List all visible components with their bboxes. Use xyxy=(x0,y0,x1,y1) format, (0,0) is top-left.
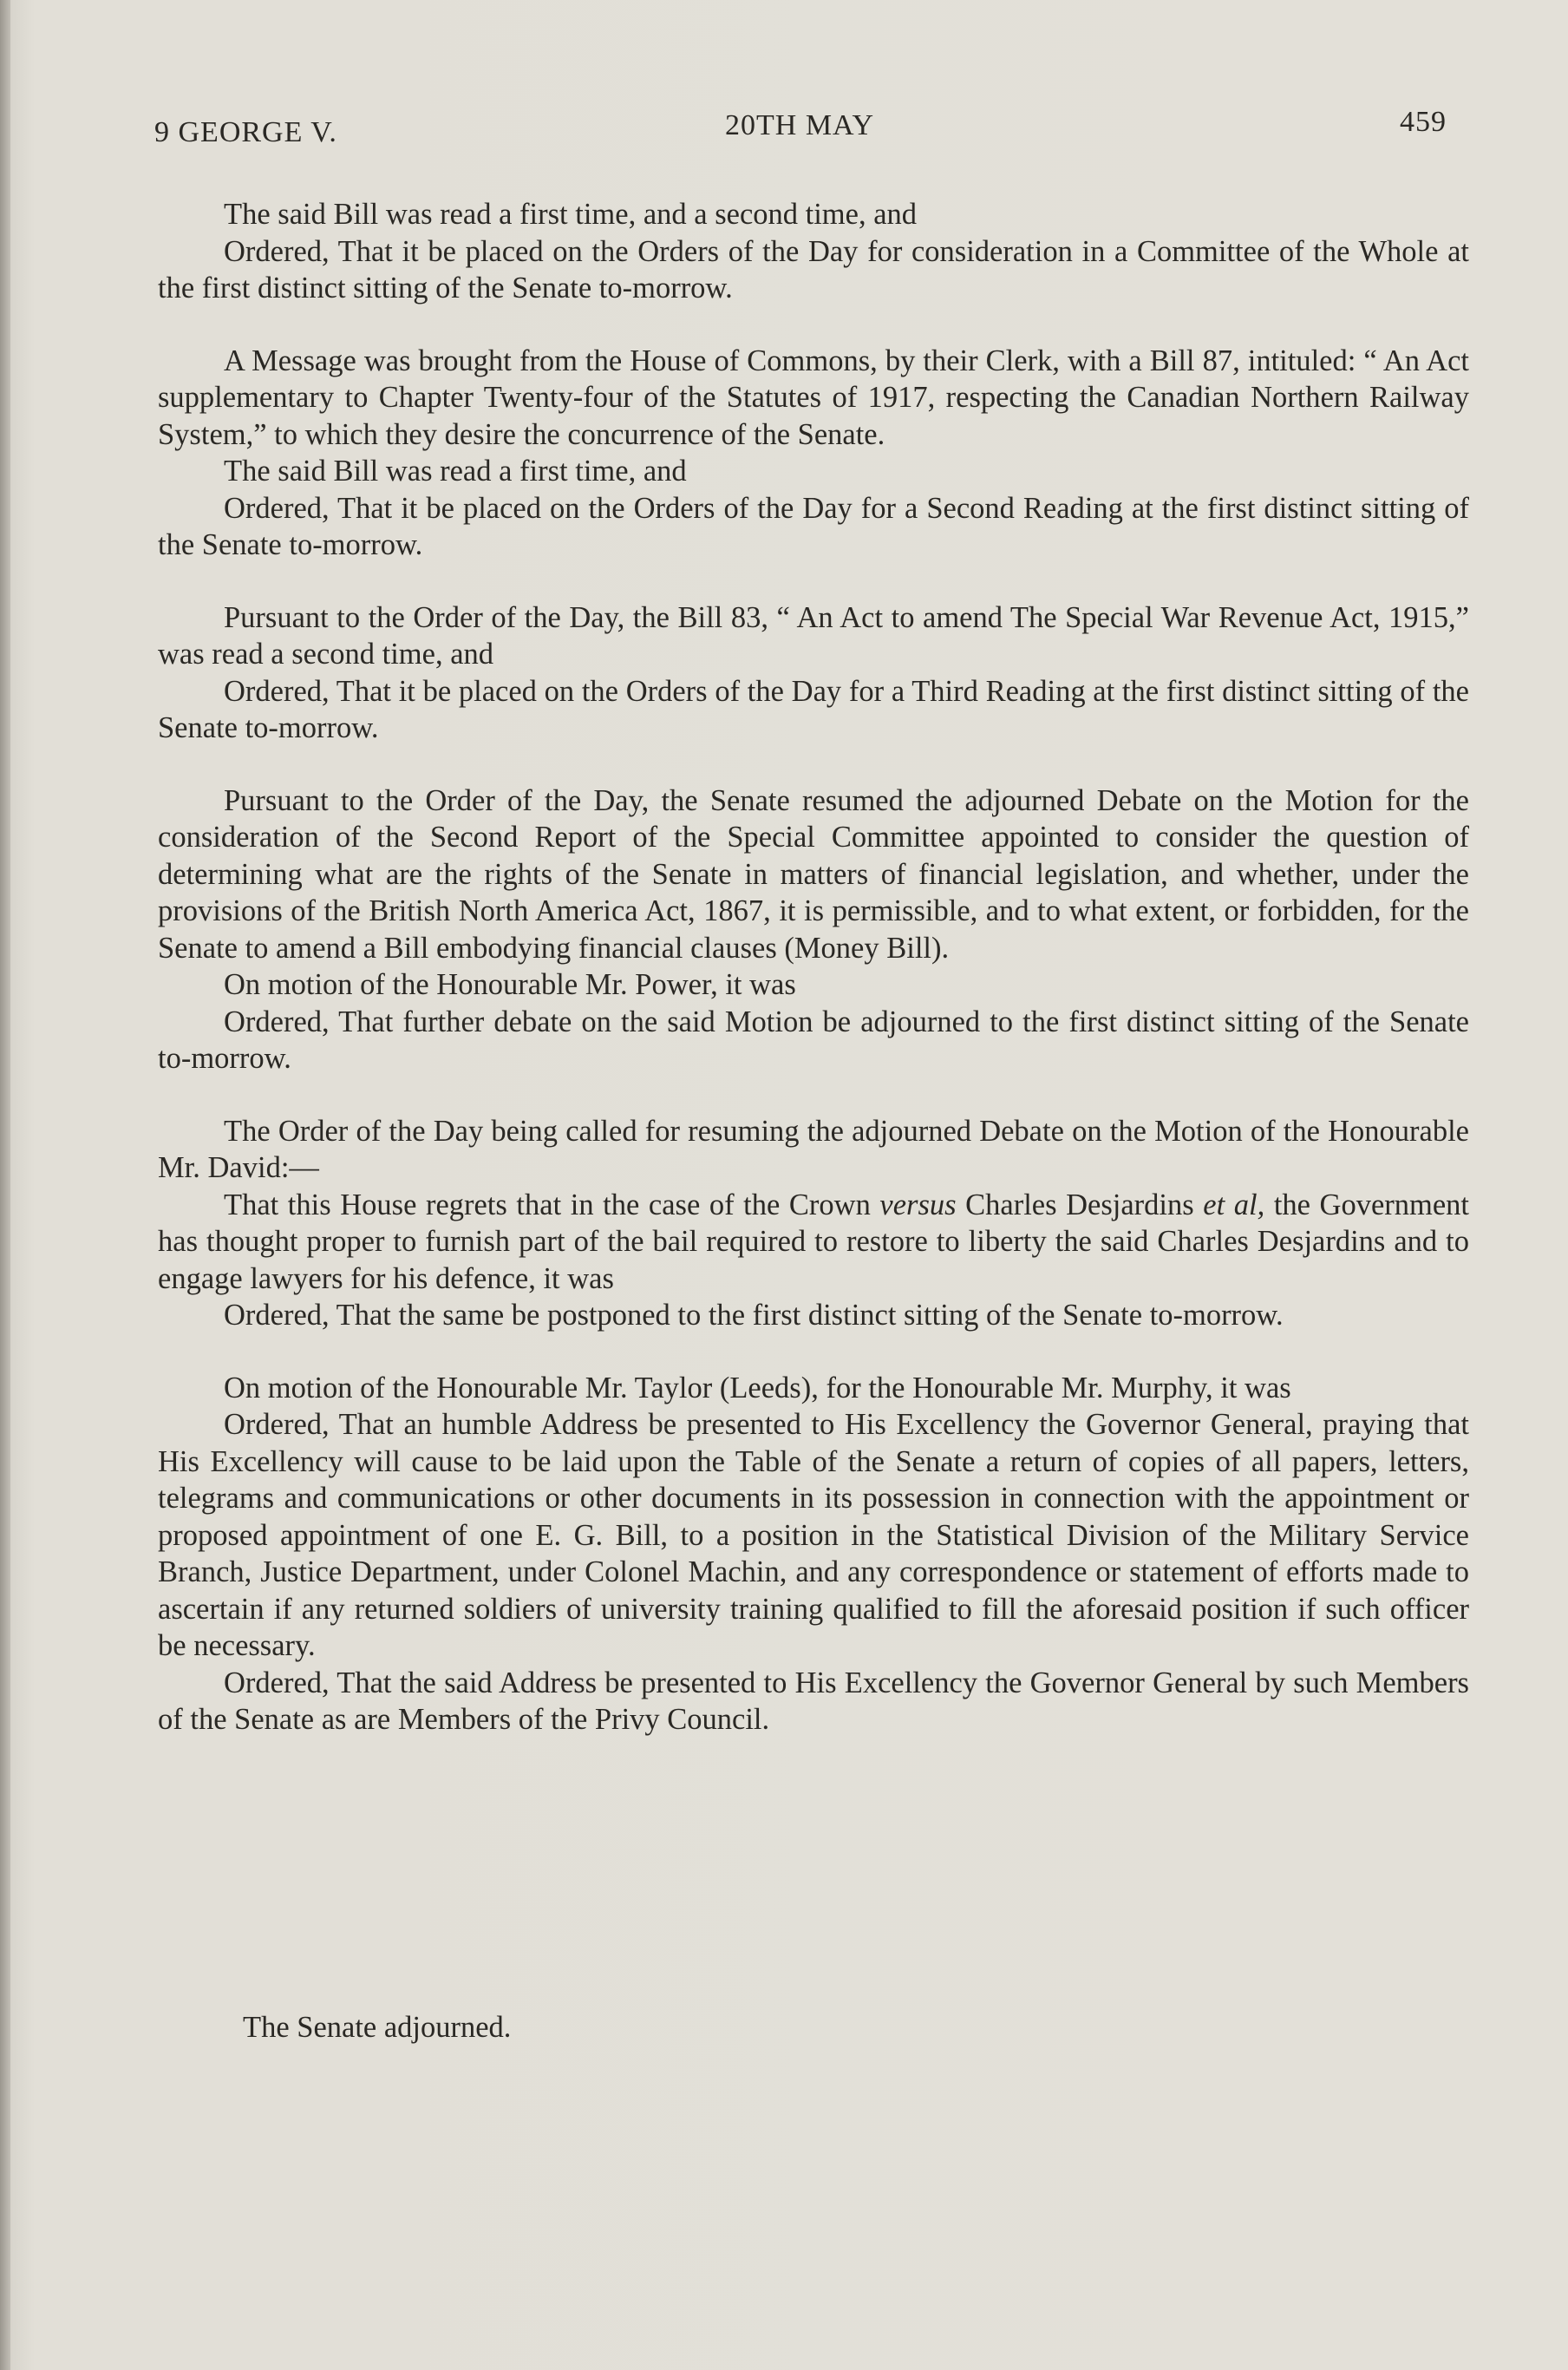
header-date: 20TH MAY xyxy=(725,109,875,141)
paragraph-motion-power: On motion of the Honourable Mr. Power, it was xyxy=(224,968,796,1001)
page-number: 459 xyxy=(1400,106,1447,138)
desjardins-italic-versus: versus xyxy=(879,1188,957,1221)
paragraph-bill-87-first-reading: The said Bill was read a first time, and xyxy=(224,455,687,488)
journal-body xyxy=(158,196,1469,1738)
desjardins-text-before: That this House regrets that in the case of the Crown xyxy=(224,1188,880,1221)
paragraph-order-committee: Ordered, That it be placed on the Orders of the Day for consideration in a Committee of the Whole at the first distinct sitting of the Senate to-morrow. xyxy=(158,234,1469,304)
paragraph-desjardins-motion xyxy=(158,1187,1469,1298)
paragraph-humble-address: Ordered, That an humble Address be presented to His Excellency the Governor General, praying that His Excellency will cause to be laid upon the Table of the Senate a return of copies of all papers, letters, telegrams and communications or other documents in its possession in connection with the appointment or proposed appointment of one E. G. Bill, to a position in the Statistical Division of the Military Service Branch, Justice Department, under Colonel Machin, and any correspondence or statement of efforts made to ascertain if any returned soldiers of university training qualified to fill the aforesaid position if such officer be necessary. xyxy=(158,1408,1469,1662)
desjardins-italic-et-al: et al, xyxy=(1203,1188,1265,1221)
page-binding-edge xyxy=(0,0,10,2370)
paragraph-motion-taylor: On motion of the Honourable Mr. Taylor (Leeds), for the Honourable Mr. Murphy, it was xyxy=(224,1371,1291,1404)
paragraph-order-postponed: Ordered, That the same be postponed to the first distinct sitting of the Senate to-morrow. xyxy=(224,1299,1284,1332)
page-header xyxy=(154,106,1447,158)
desjardins-text-after: the Government has thought proper to furnish part of the bail required to restore to liberty the said Charles Desjardins and to engage lawyers for his defence, it was xyxy=(158,1188,1470,1295)
senate-adjourned: The Senate adjourned. xyxy=(243,2011,512,2044)
desjardins-text-middle: Charles Desjardins xyxy=(956,1188,1204,1221)
paragraph-bill-83: Pursuant to the Order of the Day, the Bill 83, “ An Act to amend The Special War Revenue Act, 1915,” was read a second time, and xyxy=(158,600,1469,671)
header-regnal-year: 9 GEORGE V. xyxy=(154,116,337,148)
paragraph-debate-adjourned: Ordered, That further debate on the said Motion be adjourned to the first distinct sitting of the Senate to-morrow. xyxy=(158,1005,1469,1075)
paragraph-message-commons: A Message was brought from the House of Commons, by their Clerk, with a Bill 87, intituled: “ An Act supplementary to Chapter Twenty-four of the Statutes of 1917, respecting the Canadian Northern Railway System,” to which they desire the concurrence of the Senate. xyxy=(158,344,1469,451)
paragraph-order-second-reading: Ordered, That it be placed on the Orders of the Day for a Second Reading at the first distinct sitting of the Senate to-morrow. xyxy=(158,491,1469,561)
paragraph-address-presented: Ordered, That the said Address be presented to His Excellency the Governor General by such Members of the Senate as are Members of the Privy Council. xyxy=(158,1666,1469,1736)
paragraph-order-david: The Order of the Day being called for resuming the adjourned Debate on the Motion of the Honourable Mr. David:— xyxy=(158,1114,1469,1184)
paragraph-order-third-reading: Ordered, That it be placed on the Orders of the Day for a Third Reading at the first distinct sitting of the Senate to-morrow. xyxy=(158,674,1469,744)
paragraph-debate-resumed: Pursuant to the Order of the Day, the Senate resumed the adjourned Debate on the Motion for the consideration of the Second Report of the Special Committee appointed to consider the question of determining what are the rights of the Senate in matters of financial legislation, and whether, under the provisions of the British North America Act, 1867, it is permissible, and to what extent, or forbidden, for the Senate to amend a Bill embodying financial clauses (Money Bill). xyxy=(158,783,1469,965)
paragraph-bill-first-reading: The said Bill was read a first time, and a second time, and xyxy=(224,198,918,231)
